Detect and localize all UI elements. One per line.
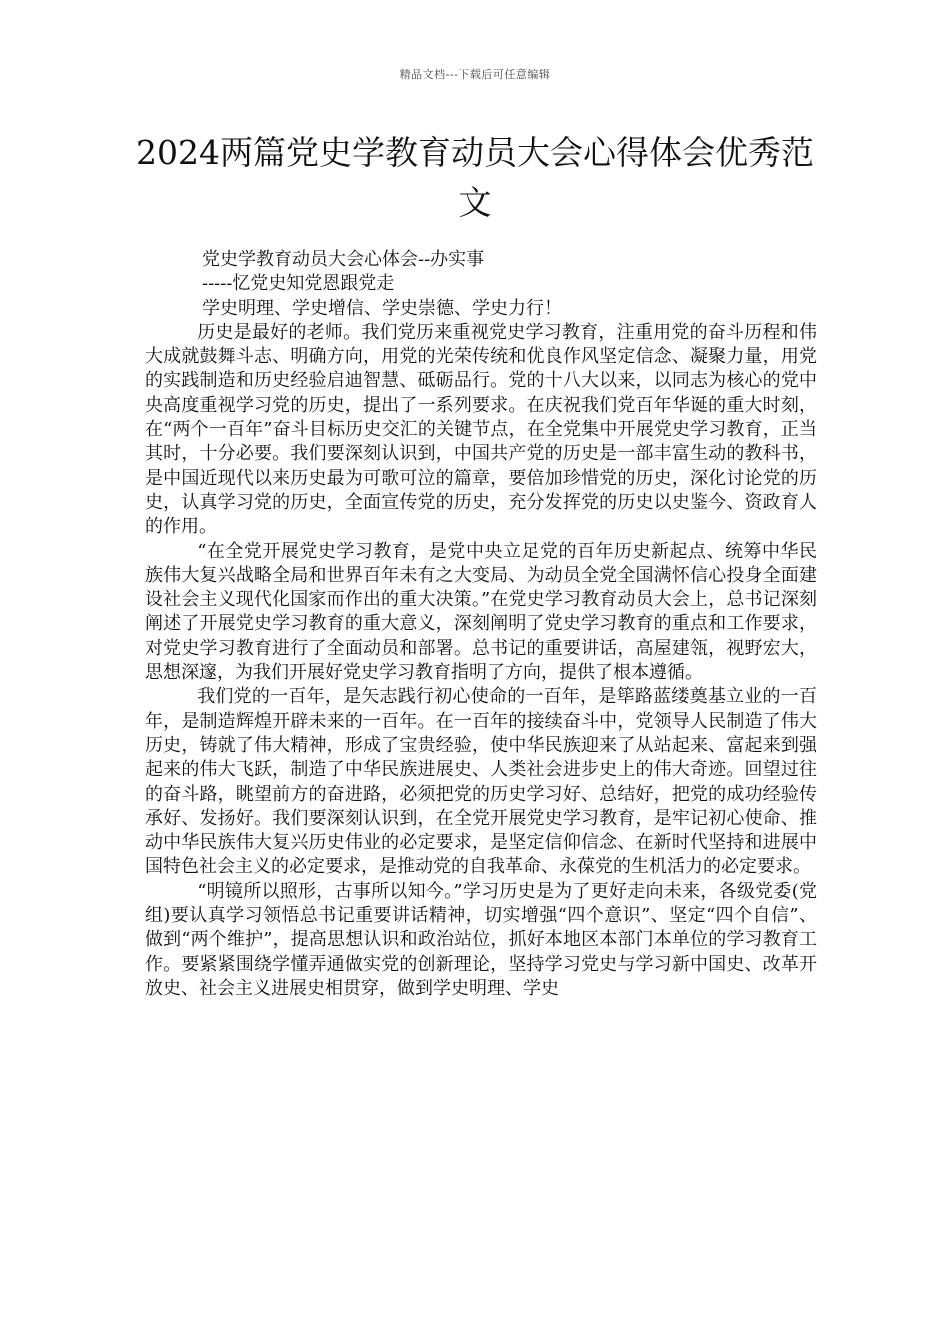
document-body (145, 248, 817, 1001)
subtitle-line-2: -----忆党史知党恩跟党走 (202, 273, 395, 295)
paragraph: 我们党的一百年，是矢志践行初心使命的一百年，是筚路蓝缕奠基立业的一百年，是制造辉煌开辟未来的一百年。在一百年的接续奋斗中，党领导人民制造了伟大历史，铸就了伟大精神，形成了宝贵经验，使中华民族迎来了从站起来、富起来到强起来的伟大飞跃，制造了中华民族进展史、人类社会进步史上的伟大奇迹。回望过往的奋斗路，眺望前方的奋进路，必须把党的历史学习好、总结好，把党的成功经验传承好、发扬好。我们要深刻认识到，在全党开展党史学习教育，是牢记初心使命、推动中华民族伟大复兴历史伟业的必定要求，是坚定信仰信念、在新时代坚持和进展中国特色社会主义的必定要求，是推动党的自我革命、永葆党的生机活力的必定要求。 (145, 686, 817, 878)
header-note: 精品文档---下载后可任意编辑 (399, 68, 551, 81)
paragraph: “明镜所以照形，古事所以知今。”学习历史是为了更好走向未来，各级党委(党组)要认真学习领悟总书记重要讲话精神，切实增强“四个意识”、坚定“四个自信”、做到“两个维护”，提高思想认识和政治站位，抓好本地区本部门本单位的学习教育工作。要紧紧围绕学懂弄通做实党的创新理论，坚持学习党史与学习新中国史、改革开放史、社会主义进展史相贯穿，做到学史明理、学史 (145, 880, 817, 999)
document-title: 2024两篇党史学教育动员大会心得体会优秀范文 (136, 133, 814, 222)
subtitle-line-1: 党史学教育动员大会心体会--办实事 (202, 249, 485, 270)
motto-line: 学史明理、学史增信、学史崇德、学史力行！ (202, 297, 562, 319)
paragraph: 历史是最好的老师。我们党历来重视党史学习教育，注重用党的奋斗历程和伟大成就鼓舞斗志、明确方向，用党的光荣传统和优良作风坚定信念、凝聚力量，用党的实践制造和历史经验启迪智慧、砥砺品行。党的十八大以来，以同志为核心的党中央高度重视学习党的历史，提出了一系列要求。在庆祝我们党百年华诞的重大时刻，在“两个一百年”奋斗目标历史交汇的关键节点，在全党集中开展党史学习教育，正当其时，十分必要。我们要深刻认识到，中国共产党的历史是一部丰富生动的教科书，是中国近现代以来历史最为可歌可泣的篇章，要倍加珍惜党的历史，深化讨论党的历史，认真学习党的历史，全面宣传党的历史，充分发挥党的历史以史鉴今、资政育人的作用。 (145, 321, 817, 538)
paragraph: “在全党开展党史学习教育，是党中央立足党的百年历史新起点、统筹中华民族伟大复兴战略全局和世界百年未有之大变局、为动员全党全国满怀信心投身全面建设社会主义现代化国家而作出的重大决策。”在党史学习教育动员大会上，总书记深刻阐述了开展党史学习教育的重大意义，深刻阐明了党史学习教育的重点和工作要求，对党史学习教育进行了全面动员和部署。总书记的重要讲话，高屋建瓴，视野宏大，思想深邃，为我们开展好党史学习教育指明了方向，提供了根本遵循。 (145, 540, 817, 684)
